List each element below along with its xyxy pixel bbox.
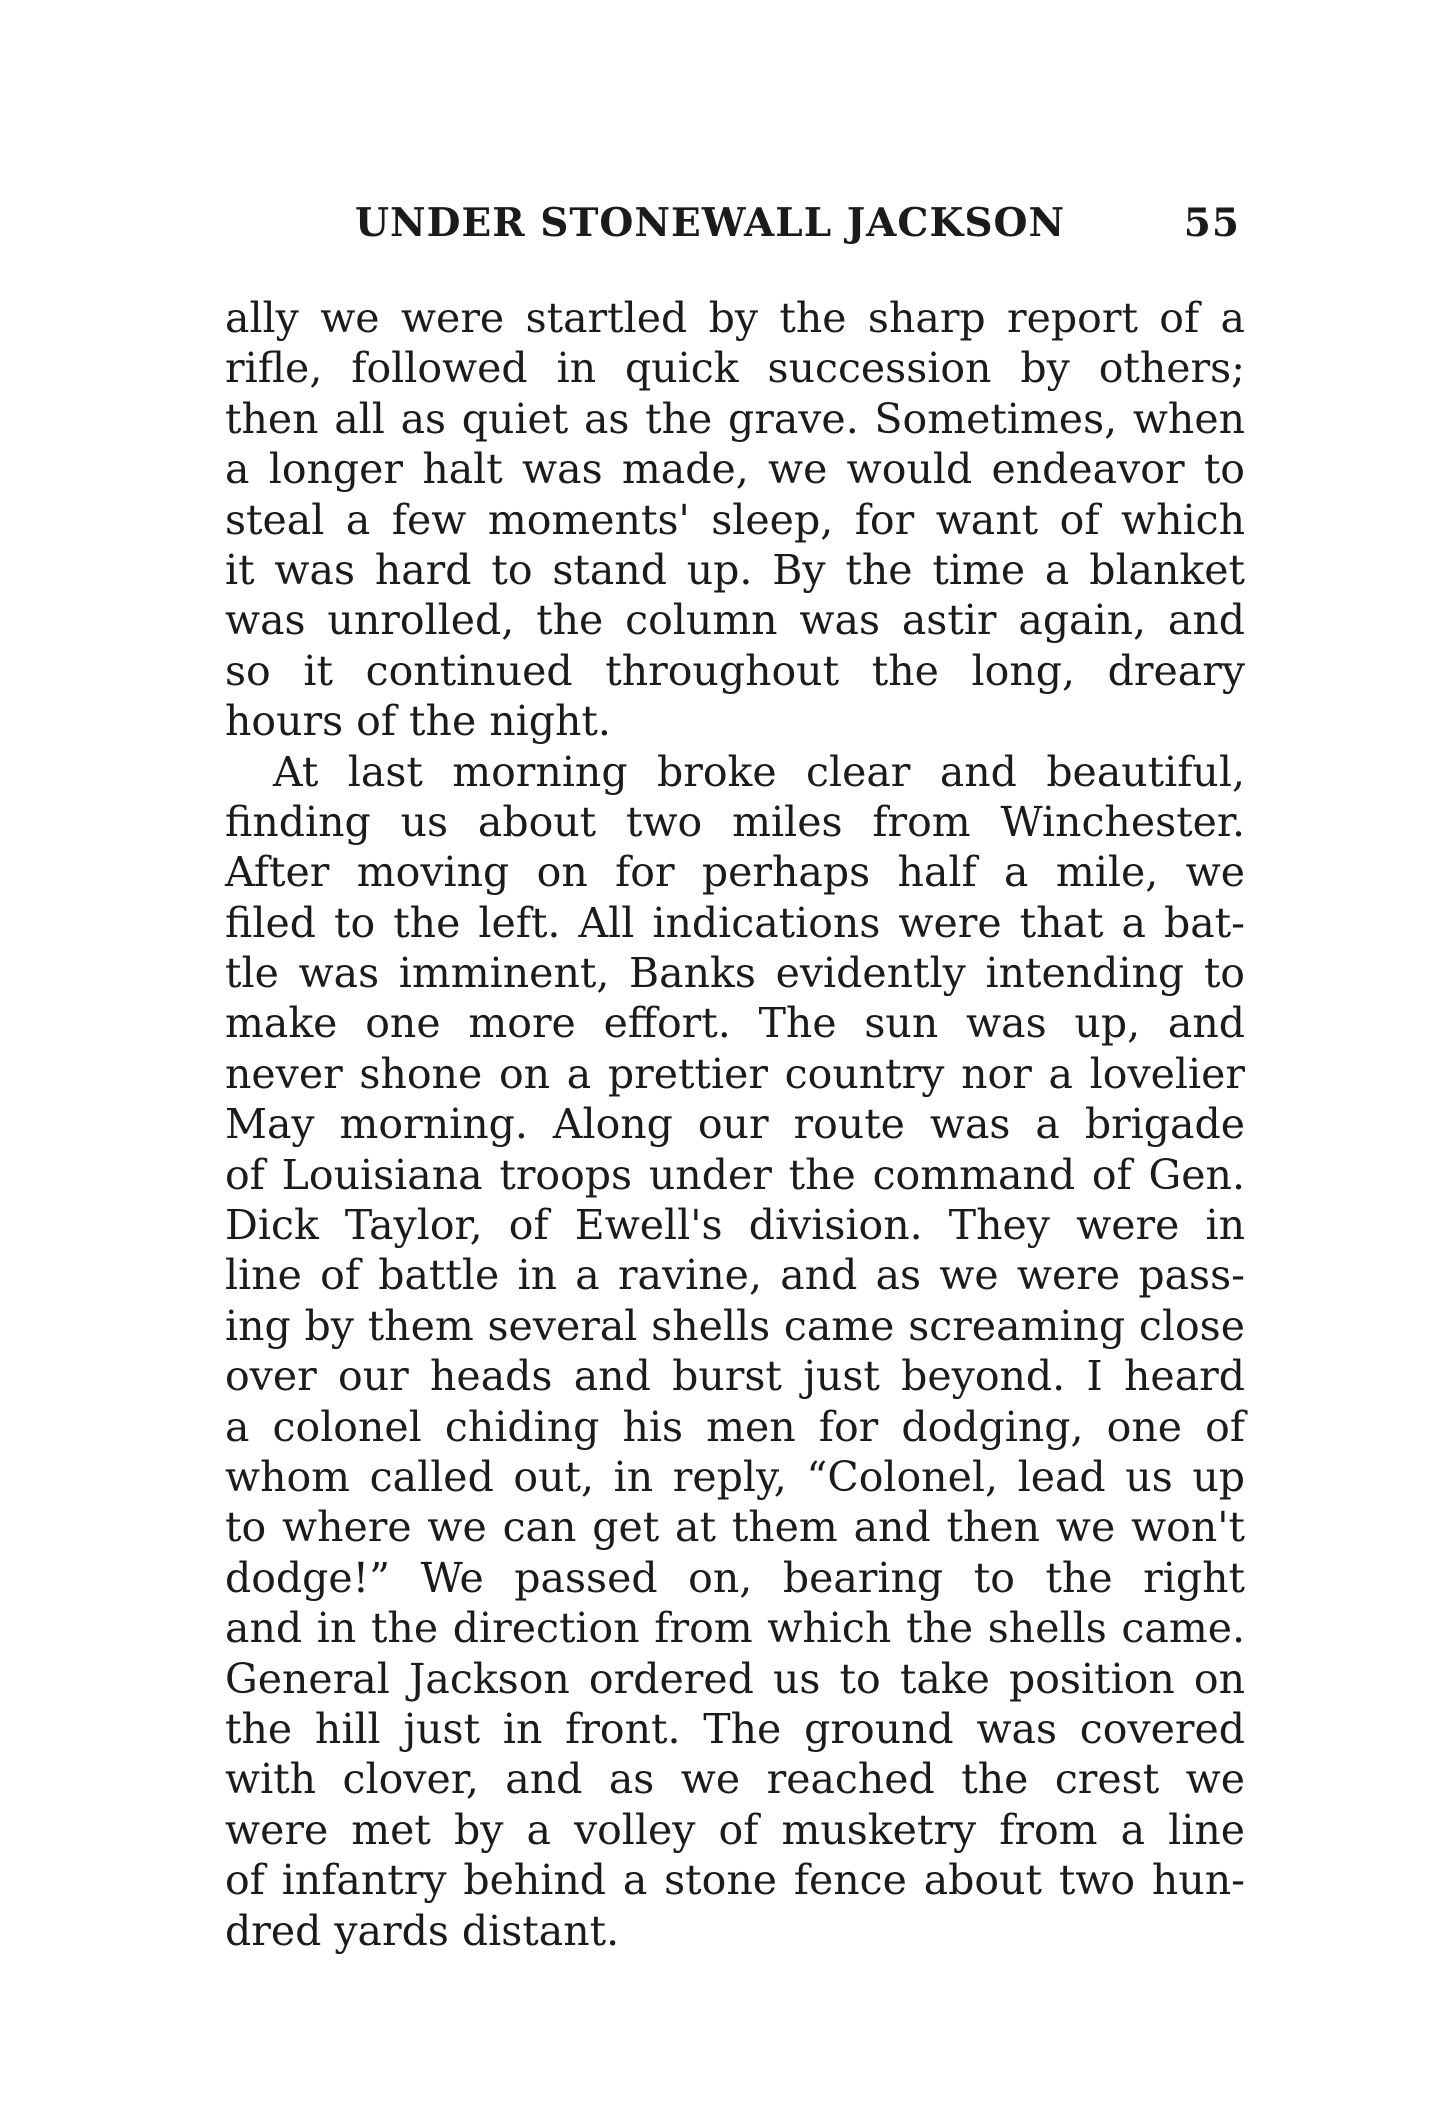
text-line: hours of the night. (225, 697, 611, 746)
text-line: dodge!” We passed on, bearing to the right (225, 1553, 1245, 1602)
text-line: filed to the left. All indications were that a bat- (225, 898, 1245, 947)
text-line: At last morning broke clear and beautiful, (273, 747, 1245, 796)
text-line: never shone on a prettier country nor a lovelier (225, 1049, 1245, 1098)
text-line: was unrolled, the column was astir again, and (225, 596, 1245, 645)
text-line: of infantry behind a stone fence about two hun- (225, 1856, 1245, 1905)
body-text (225, 293, 1245, 1956)
text-line: to where we can get at them and then we won't (225, 1503, 1245, 1552)
text-line: with clover, and as we reached the crest we (225, 1755, 1245, 1804)
text-line: May morning. Along our route was a brigade (225, 1100, 1245, 1149)
text-line: After moving on for perhaps half a mile, we (225, 848, 1245, 897)
running-head-title: UNDER STONEWALL JACKSON (355, 200, 1066, 246)
text-line: General Jackson ordered us to take position on (225, 1654, 1245, 1703)
text-line: and in the direction from which the shells came. (225, 1604, 1245, 1653)
text-line: it was hard to stand up. By the time a blanket (225, 545, 1245, 594)
text-line: rifle, followed in quick succession by others; (225, 344, 1245, 393)
text-line: a longer halt was made, we would endeavor to (225, 445, 1245, 494)
text-line: ing by them several shells came screaming close (225, 1301, 1245, 1350)
text-line: line of battle in a ravine, and as we were pass- (225, 1251, 1245, 1300)
text-line: Dick Taylor, of Ewell's division. They were in (225, 1201, 1245, 1250)
paragraph-1 (225, 293, 1245, 747)
text-line: then all as quiet as the grave. Sometimes, when (225, 394, 1245, 443)
text-line: tle was imminent, Banks evidently intending to (225, 949, 1245, 998)
text-line: were met by a volley of musketry from a line (225, 1805, 1245, 1854)
text-line: over our heads and burst just beyond. I heard (225, 1352, 1245, 1401)
text-line: make one more effort. The sun was up, and (225, 999, 1245, 1048)
text-line: ally we were startled by the sharp report of a (225, 294, 1245, 342)
paragraph-2 (225, 747, 1245, 1956)
text-line: whom called out, in reply, “Colonel, lead us up (225, 1452, 1245, 1501)
text-line: of Louisiana troops under the command of Gen. (225, 1150, 1245, 1199)
running-head (355, 200, 1240, 260)
text-line: dred yards distant. (225, 1906, 620, 1955)
text-line: so it continued throughout the long, dreary (225, 646, 1245, 695)
text-line: the hill just in front. The ground was covered (225, 1704, 1245, 1753)
text-line: a colonel chiding his men for dodging, one of (225, 1402, 1245, 1451)
text-line: finding us about two miles from Winchester. (225, 797, 1245, 846)
page-number: 55 (1183, 200, 1240, 246)
text-line: steal a few moments' sleep, for want of which (225, 495, 1245, 544)
